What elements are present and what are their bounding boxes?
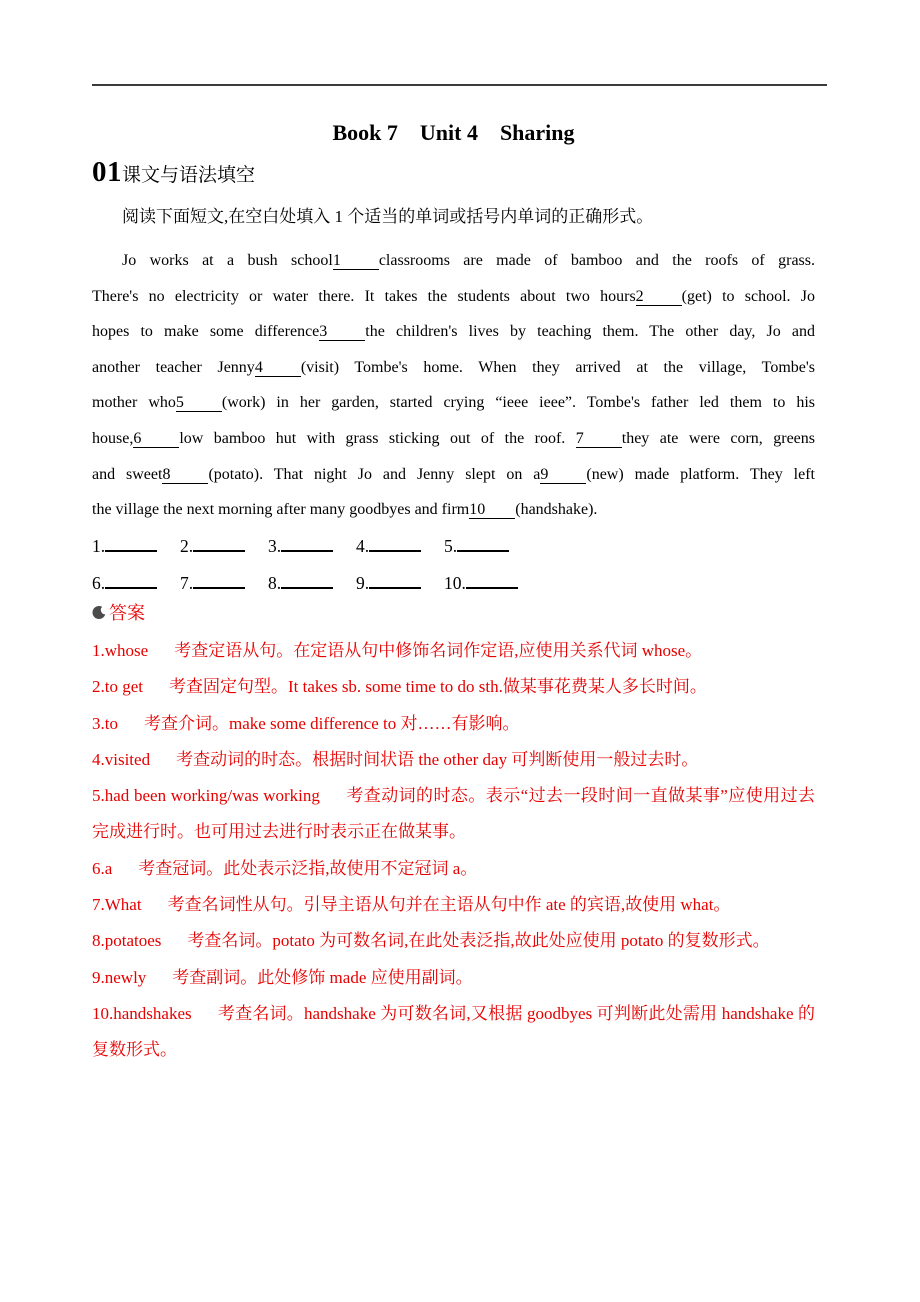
cloze-blank: 1: [333, 252, 379, 270]
blank-number: 7.: [180, 572, 194, 593]
answer-explanation: 考查冠词。此处表示泛指,故使用不定冠词 a。: [138, 858, 478, 878]
answer-blank-item: [356, 565, 444, 602]
answer-explanation: 考查固定句型。It takes sb. some time to do sth.做某事花费某人多长时间。: [169, 677, 707, 697]
blank-number: 9.: [356, 572, 370, 593]
answer-explanation: 考查动词的时态。表示“过去一段时间一直做某事”应使用过去完成进行时。也可用过去进行时表示正在做某事。: [92, 786, 815, 842]
cloze-blank: 8: [162, 466, 208, 484]
blank-line: [105, 535, 157, 552]
cloze-blank: 3: [319, 323, 365, 341]
blank-number: 2.: [180, 536, 194, 556]
answers-bullet-icon: [92, 604, 107, 620]
answer-explanation: 考查副词。此处修饰 made 应使用副词。: [172, 967, 473, 987]
answer-value: 5.had been working/was working: [92, 786, 320, 806]
cloze-blank: 7: [576, 430, 622, 448]
blank-number: 5.: [444, 536, 458, 556]
answer-blank-item: [268, 565, 356, 602]
answer-item: [92, 960, 815, 996]
answer-blank-item: [268, 528, 356, 565]
answer-value: 6.a: [92, 858, 113, 878]
answer-item: [92, 778, 815, 851]
answer-blank-row: [92, 565, 815, 602]
answer-item: [92, 923, 815, 959]
blank-line: [369, 535, 421, 552]
blank-line: [193, 535, 245, 552]
section-header: [92, 156, 255, 189]
answer-item: [92, 742, 815, 778]
blank-line: [369, 572, 421, 589]
answer-value: 4.visited: [92, 749, 151, 769]
passage-line: house,6 low bamboo hut with grass sticking out of the roof. 7 they ate were corn, greens: [92, 429, 815, 447]
cloze-blank: 6: [133, 430, 179, 448]
cloze-passage: [92, 243, 815, 528]
blank-line: [457, 535, 509, 552]
answer-value: 3.to: [92, 713, 118, 733]
answer-blank-item: [180, 528, 268, 565]
blank-line: [105, 572, 157, 589]
answer-item: [92, 851, 815, 887]
answer-blank-rows: [92, 528, 815, 601]
page-title: Book 7 Unit 4 Sharing: [332, 120, 575, 145]
cloze-blank: 9: [540, 466, 586, 484]
section-number: 01: [92, 156, 122, 188]
answer-item: [92, 633, 815, 669]
passage-line: hopes to make some difference3 the children's lives by teaching them. The other day, Jo and: [92, 323, 815, 341]
answer-blank-item: [92, 565, 180, 602]
blank-number: 10.: [444, 572, 466, 593]
answers-header: [92, 599, 145, 625]
answer-explanation: 考查介词。make some difference to 对……有影响。: [143, 713, 520, 733]
answer-value: 10.handshakes: [92, 1003, 192, 1023]
answer-value: 9.newly: [92, 967, 147, 987]
blank-number: 3.: [268, 536, 282, 556]
answers-list: [92, 633, 815, 1069]
answer-item: [92, 996, 815, 1069]
blank-line: [281, 535, 333, 552]
answer-item: [92, 706, 815, 742]
instruction-text: 阅读下面短文,在空白处填入 1 个适当的单词或括号内单词的正确形式。: [122, 207, 654, 226]
answer-blank-item: [180, 565, 268, 602]
cloze-blank: 5: [176, 394, 222, 412]
section-title: 课文与语法填空: [122, 165, 256, 186]
answer-explanation: 考查名词。potato 为可数名词,在此处表泛指,故此处应使用 potato 的复数形式。: [187, 931, 770, 951]
header-rule: [92, 84, 827, 86]
answer-item: [92, 887, 815, 923]
answer-blank-item: [92, 528, 180, 565]
answer-value: 1.whose: [92, 641, 149, 660]
passage-line: Jo works at a bush school1 classrooms are made of bamboo and the roofs of grass.: [122, 252, 815, 269]
answer-blank-item: [444, 528, 509, 565]
answer-explanation: 考查名词。handshake 为可数名词,又根据 goodbyes 可判断此处需用 handshake 的复数形式。: [92, 1003, 815, 1060]
blank-number: 6.: [92, 572, 106, 593]
passage-line: mother who5 (work) in her garden, started crying “ieee ieee”. Tombe's father led them to his: [92, 394, 815, 412]
blank-line: [193, 572, 245, 589]
passage-line: another teacher Jenny4 (visit) Tombe's home. When they arrived at the village, Tombe's: [92, 358, 815, 376]
blank-number: 4.: [356, 536, 370, 556]
answer-explanation: 考查定语从句。在定语从句中修饰名词作定语,应使用关系代词 whose。: [174, 641, 703, 660]
answer-explanation: 考查动词的时态。根据时间状语 the other day 可判断使用一般过去时。: [176, 749, 699, 769]
answer-value: 8.potatoes: [92, 931, 162, 951]
answer-value: 7.What: [92, 895, 142, 915]
answer-blank-item: [356, 528, 444, 565]
cloze-blank: 10: [469, 501, 515, 519]
answer-explanation: 考查名词性从句。引导主语从句并在主语从句中作 ate 的宾语,故使用 what。: [167, 895, 731, 915]
blank-line: [466, 572, 518, 589]
answer-item: [92, 669, 815, 705]
blank-number: 8.: [268, 572, 282, 593]
blank-number: 1.: [92, 536, 106, 556]
passage-line: There's no electricity or water there. It takes the students about two hours2 (get) to school. Jo: [92, 287, 815, 305]
cloze-blank: 2: [636, 288, 682, 306]
cloze-blank: 4: [255, 359, 301, 377]
blank-line: [281, 572, 333, 589]
answer-value: 2.to get: [92, 677, 143, 697]
answers-label: 答案: [109, 603, 145, 623]
passage-line: the village the next morning after many goodbyes and firm10 (handshake).: [92, 501, 598, 519]
answer-blank-item: [444, 565, 518, 602]
passage-line: and sweet8 (potato). That night Jo and Jenny slept on a9 (new) made platform. They left: [92, 465, 815, 483]
answer-blank-row: [92, 528, 815, 565]
